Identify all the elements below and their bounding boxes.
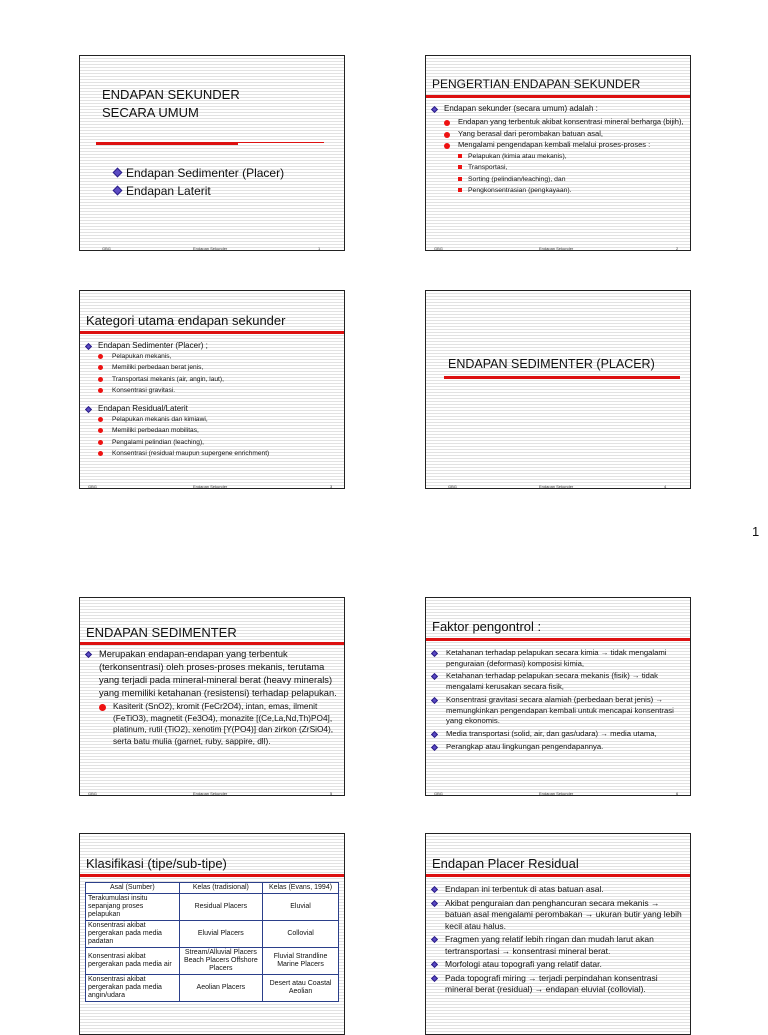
diamond-bullet-icon: [113, 168, 123, 178]
footer-left: GBG: [448, 484, 457, 489]
slide-number: 3: [330, 484, 333, 489]
sub-list: [98, 351, 338, 396]
list-item: Endapan yang terbentuk akibat konsentrasi mineral berharga (bijih),: [444, 117, 684, 127]
list-item: Konsentrasi gravitasi secara alamiah (perbedaan berat jenis) → memungkinkan pengendapan kembali untuk mencapai konsentrasi yang ekonomis.: [432, 695, 684, 727]
sub-sub-list: [458, 151, 684, 197]
list-item: Endapan ini terbentuk di atas batuan asal.: [432, 884, 684, 896]
table-cell: Stream/Alluvial Placers Beach Placers Offshore Placers: [179, 948, 262, 975]
table-header-cell: Asal (Sumber): [86, 883, 180, 894]
slide-7: [79, 833, 345, 1035]
red-dot-bullet-icon: [444, 120, 450, 126]
title-underline: [426, 95, 690, 98]
diamond-bullet-icon: [431, 974, 438, 981]
list-item: Konsentrasi (residual maupun supergene enrichment): [98, 448, 338, 459]
slide-number: 1: [318, 246, 321, 251]
table-cell: Terakumulasi insitu sepanjang proses pelapukan: [86, 894, 180, 921]
diamond-bullet-icon: [113, 186, 123, 196]
list-item: Endapan sekunder (secara umum) adalah :: [432, 104, 684, 114]
diamond-bullet-icon: [85, 343, 92, 350]
title-underline: [426, 874, 690, 877]
title-underline: [80, 874, 344, 877]
title-underline: [444, 376, 680, 379]
list-item: Perangkap atau lingkungan pengendapannya.: [432, 742, 684, 753]
title-underline: [426, 638, 690, 641]
diamond-bullet-icon: [431, 886, 438, 893]
list-item: Endapan Sedimenter (Placer) ;: [86, 341, 338, 351]
table-header-cell: Kelas (tradisional): [179, 883, 262, 894]
sub-list: [98, 414, 338, 459]
list-item: Sorting (pelindian/leaching), dan: [458, 174, 684, 186]
footer-center: Endapan Sekunder: [193, 246, 228, 251]
slide-title: ENDAPAN SEDIMENTER: [86, 625, 237, 640]
diamond-bullet-icon: [85, 406, 92, 413]
list-item: Pada topografi miring → terjadi perpindahan konsentrasi mineral berat (residual) → endapan eluvial (collovial).: [432, 973, 684, 996]
bullet-content: [432, 648, 684, 752]
list-item: Kasiterit (SnO2), kromit (FeCr2O4), intan, emas, ilmenit (FeTiO3), magnetit (Fe3O4), monazite [(Ce,La,Nd,Th)PO4], platinum, rutil (TiO2), xenotim [Y(PO4)] dan zirkon (ZrSiO4), serta batu mulia (garnet, ruby, sappire, dll).: [86, 701, 338, 747]
table-header-cell: Kelas (Evans, 1994): [263, 883, 339, 894]
list-item: Endapan Residual/Laterit: [86, 404, 338, 414]
red-dot-bullet-icon: [444, 143, 450, 149]
table-row: [86, 894, 339, 921]
list-item: Transportasi mekanis (air, angin, laut),: [98, 374, 338, 385]
diamond-bullet-icon: [431, 650, 438, 657]
title-underline: [80, 642, 344, 645]
diamond-bullet-icon: [431, 697, 438, 704]
slide-title: Faktor pengontrol :: [432, 619, 542, 634]
square-bullet-icon: [458, 154, 462, 158]
list-item: Ketahanan terhadap pelapukan secara mekanis (fisik) → tidak mengalami kerusakan secara fisik,: [432, 671, 684, 692]
red-dot-bullet-icon: [98, 354, 103, 359]
page-number: 1: [752, 524, 760, 539]
list-item: Fragmen yang relatif lebih ringan dan mudah larut akan tertransportasi → konsentrasi mineral berat.: [432, 934, 684, 957]
square-bullet-icon: [458, 177, 462, 181]
list-item: Morfologi atau topografi yang relatif datar.: [432, 959, 684, 971]
table-cell: Eluvial: [263, 894, 339, 921]
bullet-list: [114, 164, 284, 200]
slide-3: [79, 290, 345, 489]
diamond-bullet-icon: [431, 106, 438, 113]
red-dot-bullet-icon: [98, 428, 103, 433]
bullet-content: [86, 341, 338, 459]
slide-title-line1: ENDAPAN SEKUNDER: [102, 87, 240, 102]
footer-center: Endapan Sekunder: [193, 791, 228, 796]
list-item: Transportasi,: [458, 162, 684, 174]
footer-left: GBG: [434, 246, 443, 251]
bullet-content: [432, 884, 684, 996]
list-item: Memiliki perbedaan mobilitas,: [98, 425, 338, 436]
list-item: Yang berasal dari perombakan batuan asal,: [444, 129, 684, 139]
table-cell: Konsentrasi akibat pergerakan pada media angin/udara: [86, 975, 180, 1002]
table-cell: Aeolian Placers: [179, 975, 262, 1002]
red-dot-bullet-icon: [99, 704, 106, 711]
table-cell: Konsentrasi akibat pergerakan pada media padatan: [86, 921, 180, 948]
bullet-content: [432, 104, 684, 197]
slide-number: 6: [676, 791, 679, 796]
table-cell: Collovial: [263, 921, 339, 948]
title-underline: [80, 331, 344, 334]
table-cell: Konsentrasi akibat pergerakan pada media air: [86, 948, 180, 975]
red-dot-bullet-icon: [98, 365, 103, 370]
sub-list: [444, 117, 684, 197]
diamond-bullet-icon: [431, 936, 438, 943]
bullet-content: [86, 648, 338, 747]
slide-4: [425, 290, 691, 489]
diamond-bullet-icon: [431, 899, 438, 906]
slide-title: Kategori utama endapan sekunder: [86, 313, 286, 328]
table-row: [86, 975, 339, 1002]
table-cell: Residual Placers: [179, 894, 262, 921]
list-item: Ketahanan terhadap pelapukan secara kimia → tidak mengalami penguraian (deformasi) komposisi kimia,: [432, 648, 684, 669]
title-underline: [96, 142, 238, 145]
slide-1: [79, 55, 345, 251]
red-dot-bullet-icon: [98, 377, 103, 382]
table-row: [86, 948, 339, 975]
list-item: Pelapukan mekanis dan kimiawi,: [98, 414, 338, 425]
list-item: Pelapukan mekanis,: [98, 351, 338, 362]
list-item: Memiliki perbedaan berat jenis,: [98, 362, 338, 373]
slide-8: [425, 833, 691, 1035]
square-bullet-icon: [458, 165, 462, 169]
list-item: Pengalami pelindian (leaching),: [98, 437, 338, 448]
table-cell: Eluvial Placers: [179, 921, 262, 948]
slide-title: Endapan Placer Residual: [432, 856, 579, 871]
list-item: Mengalami pengendapan kembali melalui proses-proses :: [444, 140, 684, 150]
slide-2: [425, 55, 691, 251]
diamond-bullet-icon: [431, 961, 438, 968]
footer-left: GBG: [102, 246, 111, 251]
red-dot-bullet-icon: [444, 132, 450, 138]
diamond-bullet-icon: [431, 673, 438, 680]
list-item: Pelapukan (kimia atau mekanis),: [458, 151, 684, 163]
list-item: Pengkonsentrasian (pengkayaan).: [458, 185, 684, 197]
slide-number: 2: [676, 246, 679, 251]
table-cell: Fluvial Strandline Marine Placers: [263, 948, 339, 975]
slide-title-line2: SECARA UMUM: [102, 105, 199, 120]
list-item: Endapan Laterit: [114, 182, 284, 200]
title-underline-extension: [238, 142, 324, 143]
footer-center: Endapan Sekunder: [539, 791, 574, 796]
slide-number: 4: [664, 484, 667, 489]
footer-left: GBG: [88, 484, 97, 489]
classification-table: [85, 882, 339, 1002]
diamond-bullet-icon: [431, 731, 438, 738]
red-dot-bullet-icon: [98, 451, 103, 456]
list-item: Akibat penguraian dan penghancuran secara mekanis → batuan asal mengalami perombakan → ukuran butir yang lebih kecil atau halus.: [432, 898, 684, 933]
red-dot-bullet-icon: [98, 440, 103, 445]
footer-center: Endapan Sekunder: [539, 484, 574, 489]
red-dot-bullet-icon: [98, 388, 103, 393]
slide-6: [425, 597, 691, 796]
table-cell: Desert atau Coastal Aeolian: [263, 975, 339, 1002]
list-item: Media transportasi (solid, air, dan gas/udara) → media utama,: [432, 729, 684, 740]
footer-left: GBG: [434, 791, 443, 796]
slide-5: [79, 597, 345, 796]
slide-title: Klasifikasi (tipe/sub-tipe): [86, 856, 227, 871]
footer-left: GBG: [88, 791, 97, 796]
slide-title: PENGERTIAN ENDAPAN SEKUNDER: [432, 77, 641, 91]
slide-title: ENDAPAN SEDIMENTER (PLACER): [448, 357, 655, 371]
footer-center: Endapan Sekunder: [539, 246, 574, 251]
list-item: Merupakan endapan-endapan yang terbentuk (terkonsentrasi) oleh proses-proses mekanis, terutama yang terjadi pada mineral-mineral berat (heavy minerals) yang memiliki ketahanan (resistensi) terhadap pelapukan.: [86, 648, 338, 700]
table-row: [86, 921, 339, 948]
slide-number: 5: [330, 791, 333, 796]
footer-center: Endapan Sekunder: [193, 484, 228, 489]
table-header-row: [86, 883, 339, 894]
red-dot-bullet-icon: [98, 417, 103, 422]
list-item: Endapan Sedimenter (Placer): [114, 164, 284, 182]
list-item: Konsentrasi gravitasi.: [98, 385, 338, 396]
square-bullet-icon: [458, 188, 462, 192]
diamond-bullet-icon: [431, 744, 438, 751]
diamond-bullet-icon: [85, 651, 92, 658]
